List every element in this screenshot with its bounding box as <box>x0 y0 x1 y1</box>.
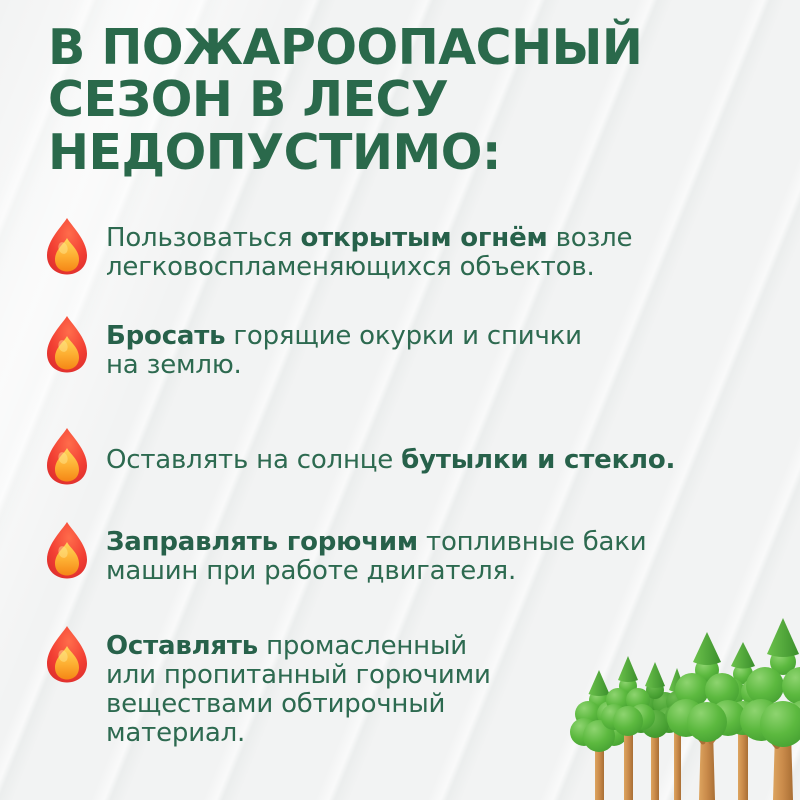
rule-text-bold: открытым огнём <box>300 223 548 253</box>
flame-icon <box>44 217 90 275</box>
rule-text <box>106 322 611 380</box>
rule-text <box>106 224 686 282</box>
rule-text-pre: Пользоваться <box>106 223 301 253</box>
list-item <box>44 322 611 380</box>
title-line-2: СЕЗОН В ЛЕСУ <box>48 71 449 129</box>
rule-text-bold: Бросать <box>106 321 226 351</box>
flame-icon <box>44 521 90 579</box>
list-item <box>44 632 511 748</box>
rule-text-post: промасленный или пропитанный горючими веществами обтирочный материал. <box>106 631 491 749</box>
title-line-1: В ПОЖАРООПАСНЫЙ <box>48 19 643 76</box>
rule-text-post: топливные баки машин при работе двигателя. <box>106 527 647 587</box>
rule-text-bold: бутылки и стекло. <box>401 445 676 475</box>
flame-icon <box>44 427 90 485</box>
rule-text-pre: Оставлять на солнце <box>106 445 402 475</box>
tree-left-2 <box>601 656 655 800</box>
rule-text-post: возле легковоспламеняющихся объектов. <box>106 223 633 283</box>
rule-text <box>106 528 681 586</box>
flame-icon <box>44 315 90 373</box>
forest-trees-icon <box>565 610 800 800</box>
rule-text-bold: Заправлять горючим <box>106 527 418 557</box>
flame-icon <box>44 625 90 683</box>
title-line-3: НЕДОПУСТИМО: <box>48 123 501 181</box>
rule-text-bold: Оставлять <box>106 631 259 661</box>
page-title <box>48 19 643 181</box>
rule-text <box>106 632 511 748</box>
list-item <box>44 224 686 282</box>
list-item <box>44 528 681 586</box>
rule-text-post: горящие окурки и спички на землю. <box>106 321 582 381</box>
rule-text <box>106 446 675 475</box>
list-item <box>44 434 675 485</box>
tree-front-right <box>740 618 800 800</box>
